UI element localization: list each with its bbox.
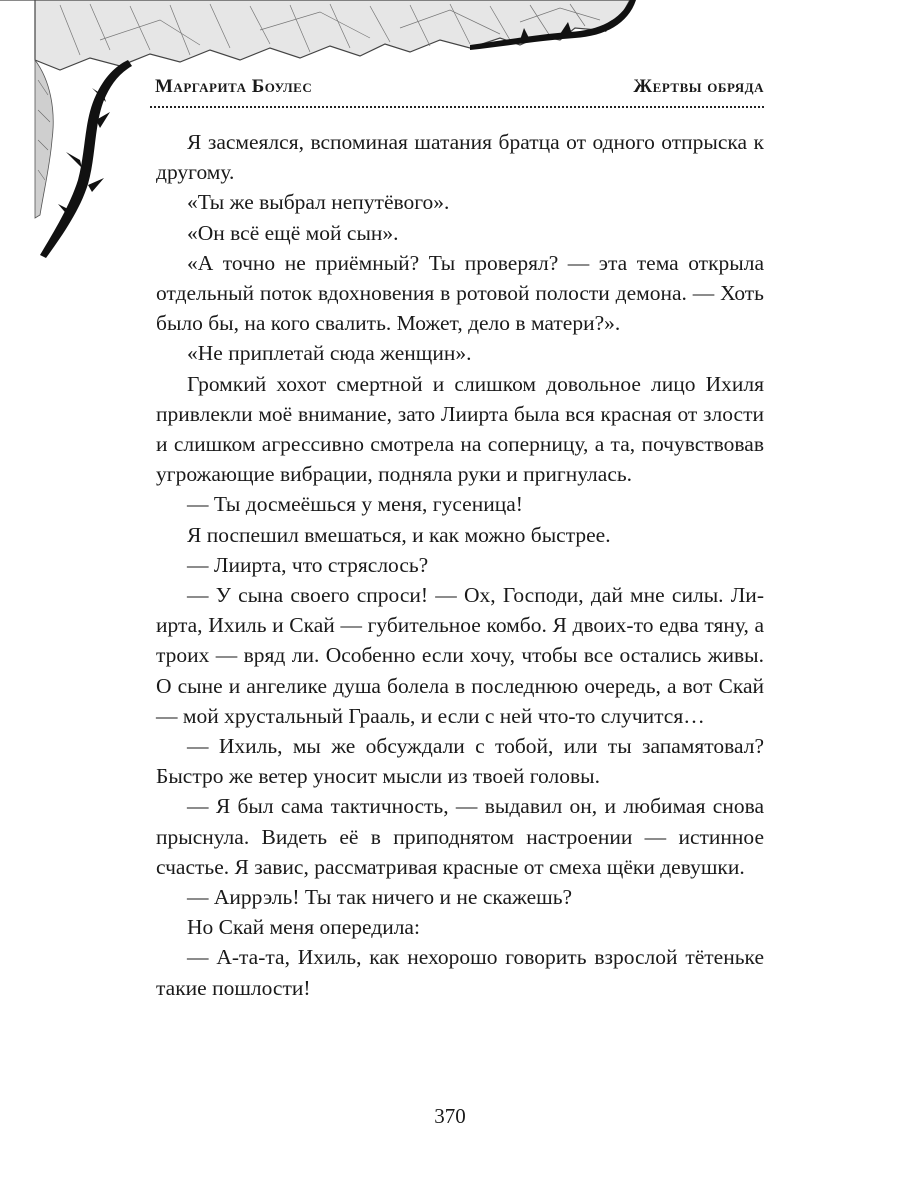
paragraph: «Он всё ещё мой сын». xyxy=(187,220,399,245)
paragraph: — Лиирта, что стряслось? xyxy=(187,552,429,577)
body-text xyxy=(156,127,764,1003)
paragraph: — У сына своего спроси! — Ох, Господи, дай мне силы. Лиирта, Ихиль и Скай — губительное комбо. Я двоих-то едва тяну, а троих — вряд ли. Особенно если хочу, чтобы все остались живы. О сыне и ангелике душа болела в последнюю очередь, а вот Скай — мой хрустальный Грааль, и если с ней что-то случится… xyxy=(156,583,764,728)
running-head-book-title: Жертвы обряда xyxy=(633,76,764,97)
paragraph: Я засмеялся, вспоминая шатания братца от одного отпрыска к другому. xyxy=(156,130,764,185)
paragraph: Но Скай меня опередила: xyxy=(187,915,420,940)
paragraph: — Аиррэль! Ты так ничего и не скажешь? xyxy=(187,885,573,910)
paragraph: Громкий хохот смертной и слишком довольное лицо Ихиля привлекли моё внимание, зато Лиирта была вся красная от злости и слишком агрессивно смотрела на соперницу, а та, почувствовав угрожающие вибрации, подняла руки и пригнулась. xyxy=(156,371,764,487)
paragraph: «А точно не приёмный? Ты проверял? — эта тема открыла отдельный поток вдохновения в ротовой полости демона. — Хоть было бы, на кого свалить. Может, дело в матери?». xyxy=(156,250,764,336)
header-dotted-rule xyxy=(150,106,764,108)
paragraph: «Ты же выбрал непутёвого». xyxy=(187,190,450,215)
running-head-author: Маргарита Боулес xyxy=(155,76,313,97)
paragraph: — Ты досмеёшься у меня, гусеница! xyxy=(187,492,523,517)
page-number: 370 xyxy=(434,1104,466,1128)
paragraph: — Ихиль, мы же обсуждали с тобой, или ты запамятовал? Быстро же ветер уносит мысли из твоей головы. xyxy=(156,734,764,789)
paragraph: Я поспешил вмешаться, и как можно быстрее. xyxy=(187,522,611,547)
paragraph: — А-та-та, Ихиль, как нехорошо говорить взрослой тётеньке такие пошлости! xyxy=(156,945,764,1000)
paragraph: — Я был сама тактичность, — выдавил он, и любимая снова прыснула. Видеть её в приподнятом настроении — истинное счастье. Я завис, рассматривая красные от смеха щёки девушки. xyxy=(156,794,764,879)
paragraph: «Не приплетай сюда женщин». xyxy=(187,341,472,366)
